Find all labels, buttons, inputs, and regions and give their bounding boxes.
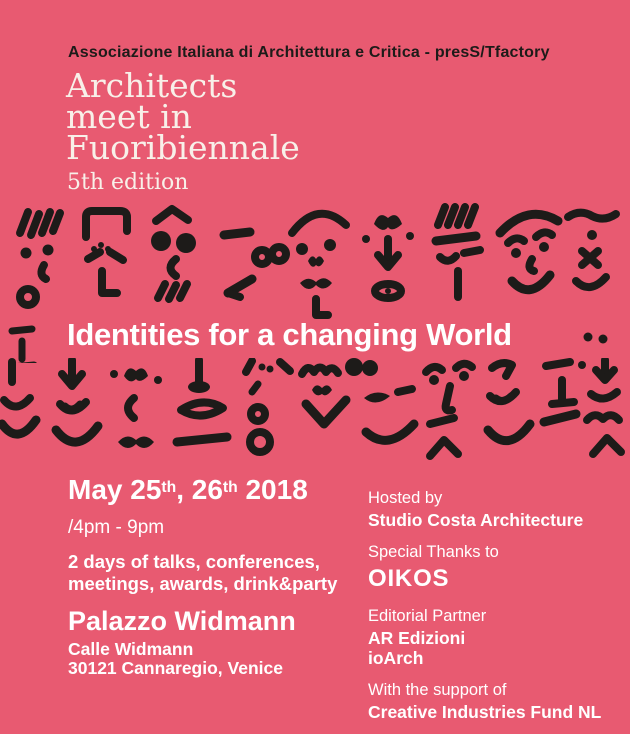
credit-name-oikos: OIKOS — [368, 565, 450, 592]
credit-label-editorial-partner: Editorial Partner — [368, 607, 487, 625]
credit-label-special-thanks: Special Thanks to — [368, 543, 499, 561]
venue-street: Calle Widmann — [68, 639, 194, 659]
credit-name-creative-industries-fund-nl: Creative Industries Fund NL — [368, 702, 602, 722]
title-line-1: Architects — [66, 66, 238, 105]
doodle-faces-pattern-bottom — [0, 358, 630, 463]
event-description — [68, 551, 337, 595]
title-line-2: meet in — [66, 97, 192, 136]
event-description-line-2: meetings, awards, drink&party — [68, 573, 338, 594]
credit-label-support: With the support of — [368, 681, 507, 699]
title-line-3: Fuoribiennale — [66, 128, 300, 167]
event-description-line-1: 2 days of talks, conferences, — [68, 551, 320, 572]
organization-line: Associazione Italiana di Architettura e Critica - presS/Tfactory — [68, 44, 550, 61]
edition-label: 5th edition — [67, 170, 189, 195]
credits-column — [368, 488, 608, 722]
venue-city: 30121 Cannaregio, Venice — [68, 658, 283, 678]
date-part: May 25 — [68, 474, 162, 505]
event-time: /4pm - 9pm — [68, 517, 165, 538]
headline: Identities for a changing World — [67, 317, 512, 352]
poster-title — [66, 66, 300, 167]
credit-name-ioarch: ioArch — [368, 648, 424, 668]
venue-address — [68, 640, 283, 678]
venue-name: Palazzo Widmann — [68, 606, 296, 636]
credit-label-hosted-by: Hosted by — [368, 489, 443, 507]
date-part: , 26 — [176, 474, 223, 505]
credit-name-studio-costa-architecture: Studio Costa Architecture — [368, 510, 584, 530]
credit-name-ar-edizioni: AR Edizioni — [368, 628, 466, 648]
date-ordinal: th — [222, 479, 238, 497]
date-part: 2018 — [237, 474, 308, 505]
event-date — [68, 474, 308, 506]
date-ordinal: th — [161, 479, 177, 497]
